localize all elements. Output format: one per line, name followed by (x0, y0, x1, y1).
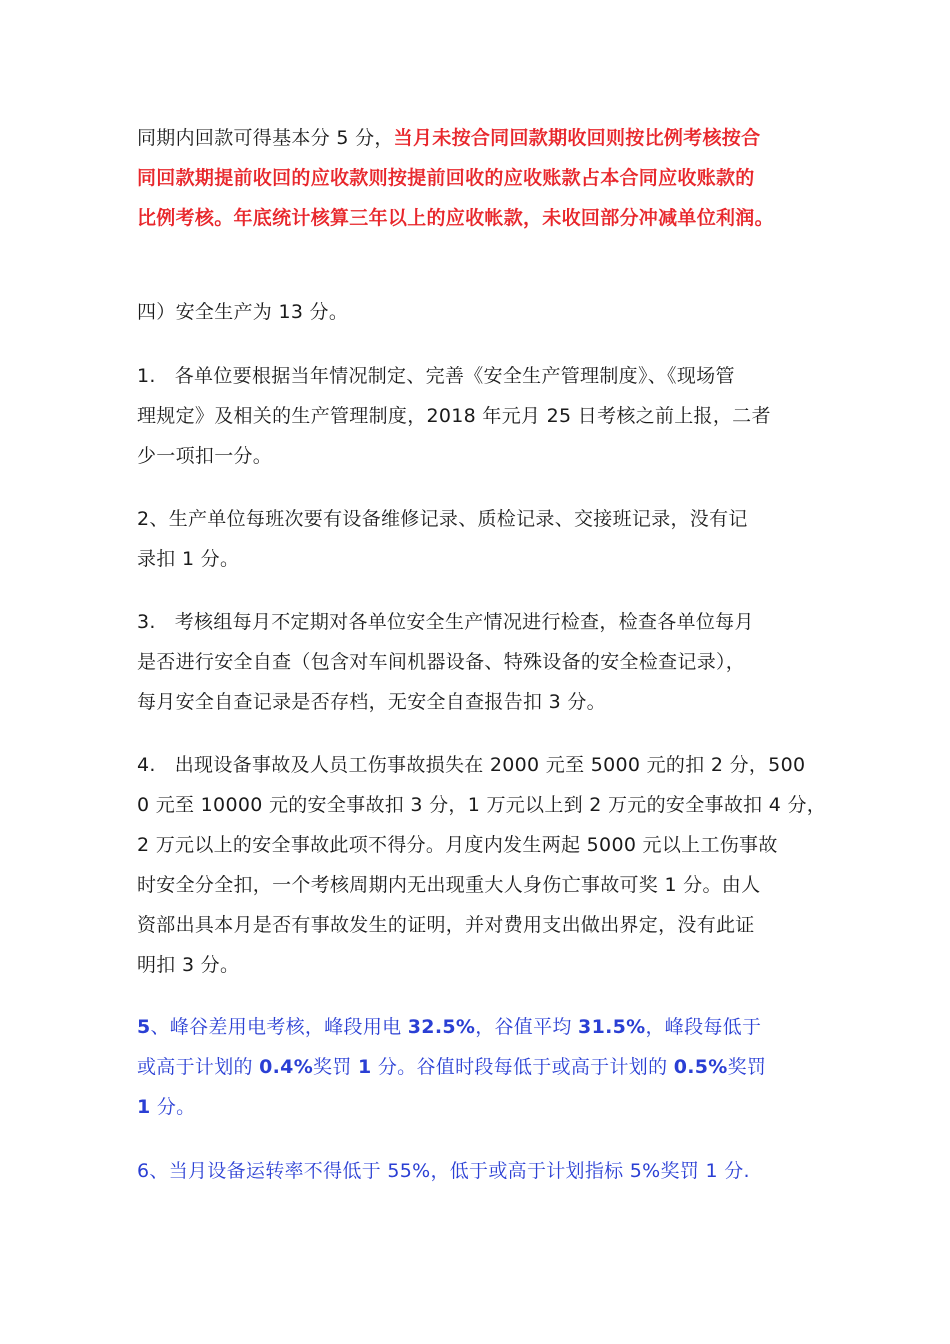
text-line: 每月安全自查记录是否存档，无安全自查报告扣 3 分。 (137, 691, 606, 713)
text-line (137, 1047, 827, 1087)
value-point: 1 (137, 1096, 151, 1118)
text-line (137, 1007, 827, 1047)
text-red-highlight: 比例考核。年底统计核算三年以上的应收帐款，未收回部分冲减单位利润。 (137, 207, 774, 229)
value-valley-threshold: 0.5% (673, 1056, 728, 1078)
text-line: 6、当月设备运转率不得低于 55%，低于或高于计划指标 5%奖罚 1 分. (137, 1160, 750, 1182)
text-normal: 同期内回款可得基本分 5 分， (137, 127, 394, 149)
section-heading-safety (137, 292, 827, 332)
text-line (137, 118, 827, 158)
text-segment: 分。谷值时段每低于或高于计划的 (371, 1056, 674, 1078)
text-line: 少一项扣一分。 (137, 445, 273, 467)
paragraph-item-4 (137, 745, 827, 985)
text-line: 3. 考核组每月不定期对各单位安全生产情况进行检查，检查各单位每月 (137, 611, 754, 633)
text-segment: 奖罚 (727, 1056, 767, 1078)
text-segment: 分。 (150, 1096, 196, 1118)
text-line: 0 元至 10000 元的安全事故扣 3 分，1 万元以上到 2 万元的安全事故扣 4 分， (137, 794, 827, 816)
text-red-highlight: 当月未按合同回款期收回则按比例考核按合 (393, 127, 761, 149)
text-line: 2 万元以上的安全事故此项不得分。月度内发生两起 5000 元以上工伤事故 (137, 834, 778, 856)
text-line: 录扣 1 分。 (137, 548, 240, 570)
text-line: 资部出具本月是否有事故发生的证明，并对费用支出做出界定，没有此证 (137, 914, 755, 936)
text-segment: ，峰段每低于 (645, 1016, 762, 1038)
text-line: 4. 出现设备事故及人员工伤事故损失在 2000 元至 5000 元的扣 2 分，500 (137, 754, 806, 776)
text-red-highlight: 同回款期提前收回的应收款则按提前回收的应收账款占本合同应收账款的 (137, 167, 755, 189)
item-number: 5 (137, 1016, 151, 1038)
text-line: 四）安全生产为 13 分。 (137, 301, 349, 323)
paragraph-item-5-peak-valley (137, 1007, 827, 1127)
paragraph-item-3 (137, 602, 827, 722)
text-line (137, 1087, 827, 1127)
text-line: 是否进行安全自查（包含对车间机器设备、特殊设备的安全检查记录）， (137, 651, 746, 673)
text-line: 明扣 3 分。 (137, 954, 240, 976)
paragraph-item-6-equipment-rate (137, 1151, 827, 1191)
text-line: 时安全分全扣，一个考核周期内无出现重大人身伤亡事故可奖 1 分。由人 (137, 874, 761, 896)
text-line: 2、生产单位每班次要有设备维修记录、质检记录、交接班记录，没有记 (137, 508, 748, 530)
paragraph-item-2 (137, 499, 827, 579)
value-valley: 31.5% (578, 1016, 646, 1038)
paragraph-item-1 (137, 356, 827, 476)
value-peak-threshold: 0.4% (259, 1056, 314, 1078)
paragraph-payment-collection (137, 118, 827, 238)
text-segment: ，谷值平均 (475, 1016, 579, 1038)
text-line: 理规定》及相关的生产管理制度，2018 年元月 25 日考核之前上报，二者 (137, 405, 771, 427)
text-line: 1. 各单位要根据当年情况制定、完善《安全生产管理制度》、《现场管 (137, 365, 735, 387)
text-segment: 、峰谷差用电考核，峰段用电 (150, 1016, 408, 1038)
value-point: 1 (358, 1056, 372, 1078)
text-segment: 奖罚 (313, 1056, 358, 1078)
text-segment: 或高于计划的 (137, 1056, 260, 1078)
value-peak: 32.5% (407, 1016, 476, 1038)
